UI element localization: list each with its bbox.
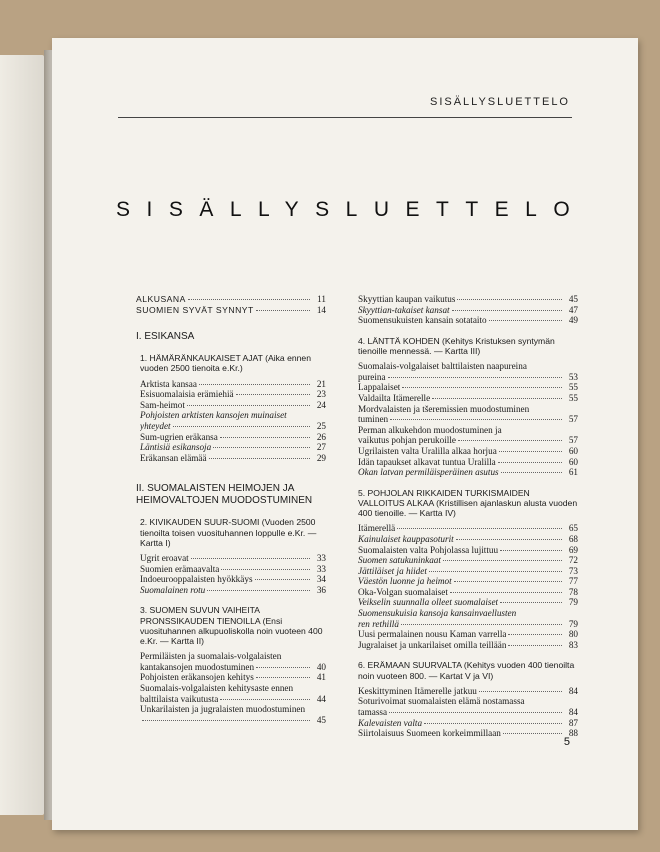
chapter-heading: 4. LÄNTTÄ KOHDEN (Kehitys Kristuksen syntymän tienoille mennessä. — Kartta III) xyxy=(358,335,555,356)
toc-entry[interactable]: Idän tapaukset alkavat tuntua Uralilla 60 xyxy=(358,456,578,467)
part-heading: II. SUOMALAISTEN HEIMOJEN JA HEIMOVALTOJEN MUODOSTUMINEN xyxy=(136,483,313,507)
toc-entry[interactable]: Uusi permalainen nousu Kaman varrella 80 xyxy=(358,629,578,640)
part-heading: I. ESIKANSA xyxy=(136,331,195,343)
toc-entry[interactable]: Suomensukuisten kansain sotataito 49 xyxy=(358,315,578,326)
chapter-heading: 2. KIVIKAUDEN SUUR-SUOMI (Vuoden 2500 tienoilta toisen vuosituhannen loppulle e.Kr. — Kartta I) xyxy=(140,517,317,548)
toc-entry-wrap: Pohjoisten arktisten kansojen muinaiset xyxy=(140,410,287,421)
toc-entry-wrap: Soturivoimat suomalaisten elämä nostamassa xyxy=(358,696,525,707)
toc-entry[interactable]: Ugrit eroavat 33 xyxy=(140,552,326,563)
toc-entry[interactable]: 45 xyxy=(136,715,326,726)
toc-entry-wrap: Suomalais-volgalaiset balttilaisten naapureina xyxy=(358,361,527,372)
chapter-heading: 1. HÄMÄRÄNKAUKAISET AJAT (Aika ennen vuoden 2500 tienoita e.Kr.) xyxy=(140,353,311,374)
book-page xyxy=(52,38,638,830)
toc-entry[interactable]: Esisuomalaisia erämiehiä 23 xyxy=(140,389,326,400)
toc-entry[interactable]: Indoeurooppalaisten hyökkäys 34 xyxy=(140,574,326,585)
toc-entry[interactable]: Ugrilaisten valta Uralilla alkaa horjua 60 xyxy=(358,445,578,456)
toc-entry[interactable]: Skyyttian-takaiset kansat 47 xyxy=(358,304,578,315)
toc-entry[interactable]: tamassa 84 xyxy=(358,707,578,718)
toc-entry[interactable]: Väestön luonne ja heimot 77 xyxy=(358,576,578,587)
toc-entry-wrap: Permiläisten ja suomalais-volgalaisten xyxy=(140,651,282,662)
toc-entry[interactable]: Suomalaisten valta Pohjolassa lujittuu 69 xyxy=(358,544,578,555)
toc-entry[interactable]: tuminen 57 xyxy=(358,414,578,425)
toc-entry[interactable]: balttilaista vaikutusta 44 xyxy=(140,693,326,704)
toc-entry[interactable]: Valdailta Itämerelle 55 xyxy=(358,392,578,403)
toc-entry[interactable]: Jugralaiset ja unkarilaiset omilla teillään 83 xyxy=(358,639,578,650)
toc-entry[interactable]: Jättiläiset ja hiidet 73 xyxy=(358,565,578,576)
chapter-heading: 5. POHJOLAN RIKKAIDEN TURKISMAIDEN VALLOITUS ALKAA (Kristillisen ajanlaskun alusta vuoden 400 tienoille. — Kartta IV) xyxy=(358,487,578,519)
page-title: SISÄLLYSLUETTELO xyxy=(116,198,587,221)
toc-entry[interactable]: Läntisiä esikansoja 27 xyxy=(140,442,326,453)
toc-entry[interactable]: SUOMIEN SYVÄT SYNNYT 14 xyxy=(136,304,326,315)
toc-entry[interactable]: Okan latvan permiläisperäinen asutus 61 xyxy=(358,467,578,478)
toc-entry[interactable]: Siirtolaisuus Suomeen korkeimmillaan 88 xyxy=(358,728,578,739)
toc-entry[interactable]: kantakansojen muodostuminen 40 xyxy=(140,661,326,672)
toc-entry[interactable]: Oka-Volgan suomalaiset 78 xyxy=(358,586,578,597)
toc-entry[interactable]: Keskittyminen Itämerelle jatkuu 84 xyxy=(358,685,578,696)
left-page-edge xyxy=(0,55,44,815)
toc-entry-wrap: Perman alkukehdon muodostuminen ja xyxy=(358,424,502,435)
toc-right-column xyxy=(354,294,578,739)
chapter-heading: 6. ERÄMAAN SUURVALTA (Kehitys vuoden 400 tienoilta noin vuoteen 800. — Kartat V ja VI) xyxy=(358,660,575,681)
toc-entry[interactable]: Suomalainen rotu 36 xyxy=(140,584,326,595)
running-head: SISÄLLYSLUETTELO xyxy=(429,96,570,108)
toc-entry[interactable]: Suomien erämaavalta 33 xyxy=(140,563,326,574)
toc-entry[interactable]: vaikutus pohjan perukoille 57 xyxy=(358,435,578,446)
toc-entry-wrap: Suomensukuisia kansoja kansainvaellusten xyxy=(358,608,517,619)
toc-left-column xyxy=(136,294,326,725)
toc-entry[interactable]: Eräkansan elämää 29 xyxy=(140,452,326,463)
toc-entry-wrap: Suomalais-volgalaisten kehitysaste ennen xyxy=(140,682,294,693)
toc-entry[interactable]: Pohjoisten eräkansojen kehitys 41 xyxy=(140,672,326,683)
toc-entry[interactable]: Suomen satukuninkaat 72 xyxy=(358,555,578,566)
toc-entry-wrap: Mordvalaisten ja tšeremissien muodostuminen xyxy=(358,403,530,414)
toc-entry[interactable]: Arktista kansaa 21 xyxy=(140,378,326,389)
toc-entry[interactable]: Kalevaisten valta 87 xyxy=(358,717,578,728)
page-number: 5 xyxy=(563,736,570,748)
toc-entry[interactable]: Lappalaiset 55 xyxy=(358,382,578,393)
toc-entry[interactable]: Skyyttian kaupan vaikutus 45 xyxy=(358,294,578,304)
toc-entry[interactable]: ALKUSANA 11 xyxy=(136,294,326,304)
toc-entry[interactable]: Itämerellä 65 xyxy=(358,523,578,534)
toc-entry[interactable]: yhteydet 25 xyxy=(140,420,326,431)
toc-entry[interactable]: Sum-ugrien eräkansa 26 xyxy=(140,431,326,442)
toc-entry[interactable]: ren rethillä 79 xyxy=(358,618,578,629)
toc-entry[interactable]: Sam-heimot 24 xyxy=(140,399,326,410)
toc-entry-wrap: Unkarilaisten ja jugralaisten muodostuminen xyxy=(140,704,306,715)
toc-entry[interactable]: pureina 53 xyxy=(358,371,578,382)
header-rule xyxy=(118,117,572,118)
toc-entry[interactable]: Veikselin suunnalla olleet suomalaiset 79 xyxy=(358,597,578,608)
toc-entry[interactable]: Kainulaiset kauppasoturit 68 xyxy=(358,533,578,544)
chapter-heading: 3. SUOMEN SUVUN VAIHEITA PRONSSIKAUDEN TIENOILLA (Ensi vuosituhannen alkupuoliskolla noin vuoteen 400 e.Kr. — Kartta II) xyxy=(140,605,323,646)
